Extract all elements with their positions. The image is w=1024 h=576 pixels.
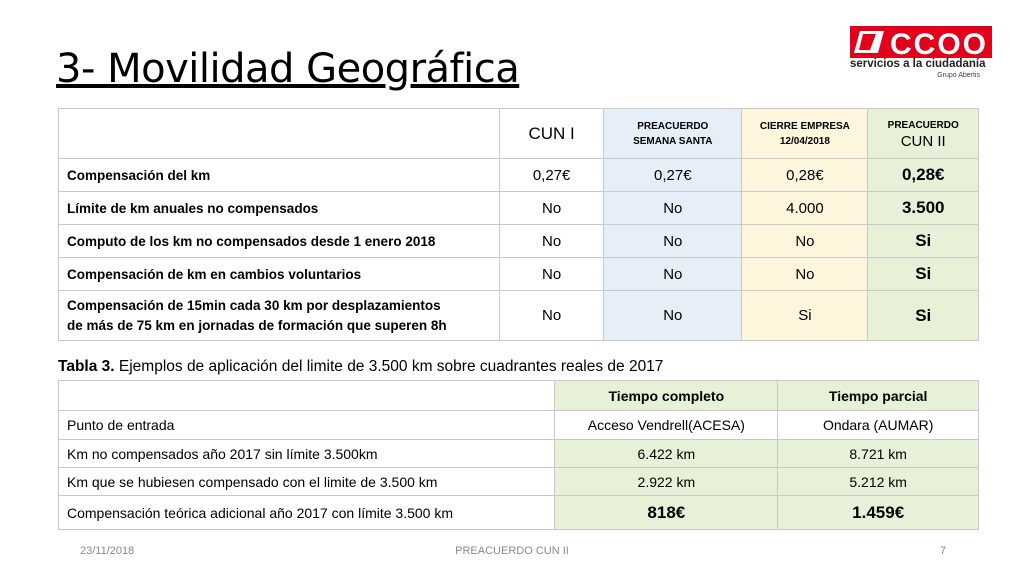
row-label: Compensación de km en cambios voluntarios (59, 258, 500, 291)
ccoo-logo-mark (850, 26, 992, 58)
table-row (59, 496, 979, 530)
cell-value: No (500, 291, 604, 341)
cell-value: 818€ (555, 496, 778, 530)
cell-value: 6.422 km (555, 440, 778, 468)
table-row (59, 258, 979, 291)
header-preacuerdo-cun-ii: PREACUERDO CUN II (868, 109, 979, 159)
header-tiempo-parcial: Tiempo parcial (778, 381, 979, 411)
cell-value: 0,28€ (868, 159, 979, 192)
cell-value: 3.500 (868, 192, 979, 225)
row-label: Km que se hubiesen compensado con el limite de 3.500 km (59, 468, 555, 496)
header-preacuerdo-semana-santa: PREACUERDO SEMANA SANTA (604, 109, 742, 159)
cell-value: Si (742, 291, 868, 341)
table-row (59, 468, 979, 496)
cell-value: No (604, 291, 742, 341)
empty-header-cell (59, 381, 555, 411)
slide-title: 3- Movilidad Geográfica (56, 46, 520, 92)
header-cierre-empresa: CIERRE EMPRESA 12/04/2018 (742, 109, 868, 159)
row-label: Compensación de 15min cada 30 km por desplazamientos de más de 75 km en jornadas de formación que superen 8h (59, 291, 500, 341)
cell-value: Si (868, 291, 979, 341)
footer-date: 23/11/2018 (80, 545, 135, 557)
cell-value: No (500, 225, 604, 258)
row-label: Compensación del km (59, 159, 500, 192)
cell-value: Acceso Vendrell(ACESA) (555, 411, 778, 440)
table-row (59, 291, 979, 341)
cell-value: No (742, 225, 868, 258)
cell-value: 5.212 km (778, 468, 979, 496)
header-tiempo-completo: Tiempo completo (555, 381, 778, 411)
table-row (59, 159, 979, 192)
cell-value: No (604, 192, 742, 225)
cell-value: 1.459€ (778, 496, 979, 530)
cell-value: 0,28€ (742, 159, 868, 192)
cell-value: 8.721 km (778, 440, 979, 468)
table-row (59, 440, 979, 468)
cell-value: 2.922 km (555, 468, 778, 496)
ccoo-logo (850, 26, 992, 82)
logo-subtitle: Grupo Abertis (937, 72, 980, 79)
header-cun-i: CUN I (500, 109, 604, 159)
cell-value: No (604, 258, 742, 291)
cell-value: No (500, 192, 604, 225)
table-caption: Tabla 3. Ejemplos de aplicación del limite de 3.500 km sobre cuadrantes reales de 2017 (58, 358, 664, 375)
table-header-row (59, 109, 979, 159)
logo-tagline: servicios a la ciudadanía (850, 58, 986, 70)
empty-header-cell (59, 109, 500, 159)
cell-value: No (742, 258, 868, 291)
cell-value: Ondara (AUMAR) (778, 411, 979, 440)
cell-value: Si (868, 258, 979, 291)
row-label: Límite de km anuales no compensados (59, 192, 500, 225)
svg-text:CCOO: CCOO (890, 28, 988, 58)
row-label: Km no compensados año 2017 sin límite 3.500km (59, 440, 555, 468)
table-row (59, 225, 979, 258)
row-label: Punto de entrada (59, 411, 555, 440)
cell-value: No (500, 258, 604, 291)
cell-value: No (604, 225, 742, 258)
comparison-table (58, 108, 979, 341)
cell-value: 4.000 (742, 192, 868, 225)
cell-value: 0,27€ (604, 159, 742, 192)
examples-table (58, 380, 979, 530)
cell-value: 0,27€ (500, 159, 604, 192)
row-label: Compensación teórica adicional año 2017 con límite 3.500 km (59, 496, 555, 530)
footer-page-number: 7 (940, 545, 947, 557)
cell-value: Si (868, 225, 979, 258)
footer-title: PREACUERDO CUN II (455, 545, 569, 557)
row-label: Computo de los km no compensados desde 1 enero 2018 (59, 225, 500, 258)
table-row (59, 192, 979, 225)
table-row (59, 411, 979, 440)
table-header-row (59, 381, 979, 411)
